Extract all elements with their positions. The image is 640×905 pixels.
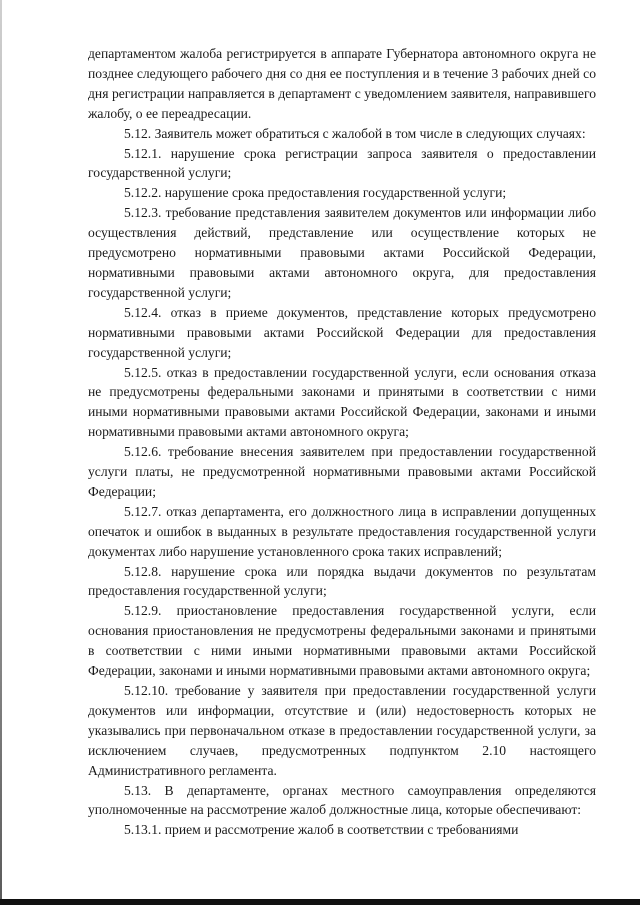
document-body bbox=[88, 44, 596, 840]
paragraph-5-12: 5.12. Заявитель может обратиться с жалобой в том числе в следующих случаях: bbox=[124, 125, 586, 141]
paragraph-5-13: 5.13. В департаменте, органах местного самоуправления определяются уполномоченные на рассмотрение жалоб должностные лица, которые обеспечивают: bbox=[88, 782, 596, 818]
paragraph-5-12-2: 5.12.2. нарушение срока предоставления государственной услуги; bbox=[124, 185, 507, 201]
paragraph-5-12-1: 5.12.1. нарушение срока регистрации запроса заявителя о предоставлении государственной услуги; bbox=[88, 145, 596, 181]
paragraph-5-12-7: 5.12.7. отказ департамента, его должностного лица в исправлении допущенных опечаток и ошибок в выданных в результате предоставления государственной услуги документах либо нарушение установленного срока таких исправлений; bbox=[88, 503, 596, 559]
paragraph-5-12-3: 5.12.3. требование представления заявителем документов или информации либо осуществления действий, представление или осуществление которых не предусмотрено нормативными правовыми актами Российской Федерации, нормативными правовыми актами автономного округа, для предоставления государственной услуги; bbox=[88, 205, 596, 300]
scan-edge-left bbox=[0, 0, 2, 905]
paragraph-5-12-4: 5.12.4. отказ в приеме документов, представление которых предусмотрено нормативными правовыми актами Российской Федерации для предоставления государственной услуги; bbox=[88, 304, 596, 360]
paragraph-5-13-1: 5.13.1. прием и рассмотрение жалоб в соответствии с требованиями bbox=[124, 822, 519, 838]
paragraph-5-12-5: 5.12.5. отказ в предоставлении государственной услуги, если основания отказа не предусмотрены федеральными законами и принятыми в соответствии с ними иными нормативными правовыми актами Российской Федерации, законами и иными нормативными правовыми актами автономного округа; bbox=[88, 364, 596, 440]
scan-edge-bottom bbox=[0, 899, 640, 905]
paragraph-continuation: департаментом жалоба регистрируется в аппарате Губернатора автономного округа не позднее следующего рабочего дня со дня ее поступления и в течение 3 рабочих дней со дня регистрации направляется в департамент с уведомлением заявителя, направившего жалобу, о ее переадресации. bbox=[88, 46, 596, 121]
paragraph-5-12-8: 5.12.8. нарушение срока или порядка выдачи документов по результатам предоставления государственной услуги; bbox=[88, 563, 596, 599]
paragraph-5-12-9: 5.12.9. приостановление предоставления государственной услуги, если основания приостановления не предусмотрены федеральными законами и принятыми в соответствии с ними иными нормативными правовыми актами Российской Федерации, законами и иными нормативными правовыми актами автономного округа; bbox=[88, 603, 596, 679]
paragraph-5-12-6: 5.12.6. требование внесения заявителем при предоставлении государственной услуги платы, не предусмотренной нормативными правовыми актами Российской Федерации; bbox=[88, 444, 596, 499]
paragraph-5-12-10: 5.12.10. требование у заявителя при предоставлении государственной услуги документов или информации, отсутствие и (или) недостоверность которых не указывались при первоначальном отказе в предоставлении государственной услуги, за исключением случаев, предусмотренных подпунктом 2.10 настоящего Административного регламента. bbox=[88, 683, 596, 778]
